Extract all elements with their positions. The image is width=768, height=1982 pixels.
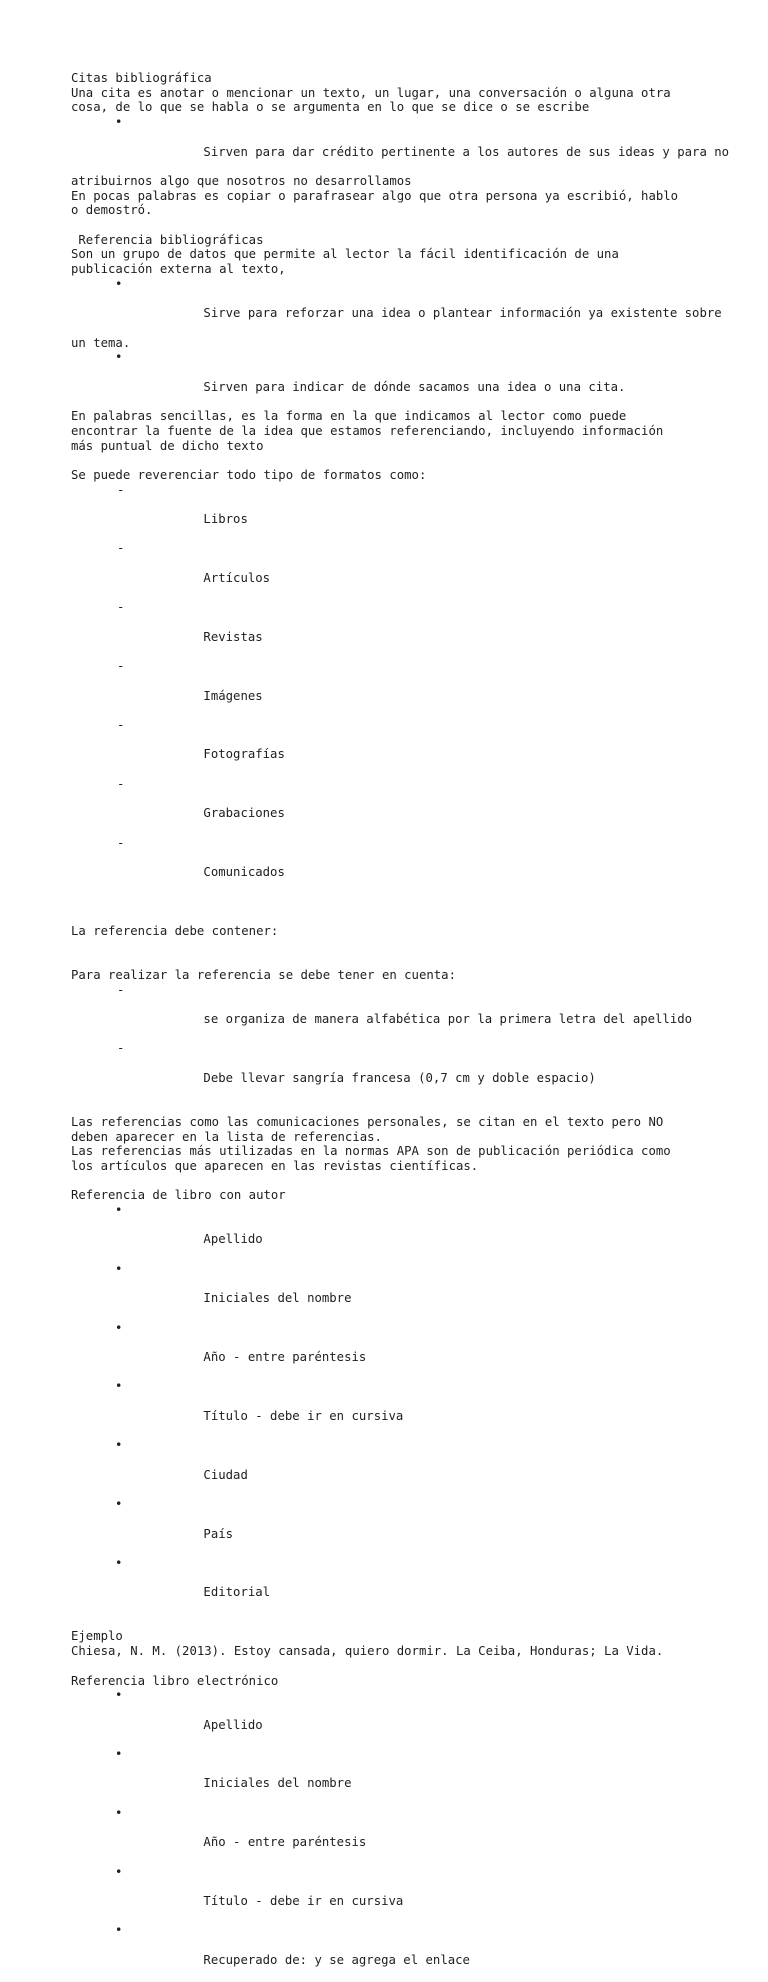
section-title-citas: Citas bibliográfica <box>71 71 212 85</box>
paragraph-line: publicación externa al texto, <box>71 262 286 277</box>
bullet-text: Sirven para dar crédito pertinente a los autores de sus ideas y para no <box>203 144 730 159</box>
section-title-libro-electronico: Referencia libro electrónico <box>71 1673 279 1688</box>
bullet-item <box>71 350 711 409</box>
dash-item <box>71 983 711 1042</box>
paragraph-line: o demostró. <box>71 203 153 218</box>
bullet-marker: • <box>115 1261 123 1276</box>
dash-item-text: Imágenes <box>203 688 263 703</box>
dash-item-text: Libros <box>203 512 248 527</box>
dash-marker: - <box>117 482 125 497</box>
dash-item <box>71 777 711 836</box>
bullet-text: Recuperado de: y se agrega el enlace <box>203 1952 470 1967</box>
bullet-text: Ciudad <box>203 1467 248 1482</box>
cuenta-intro: Para realizar la referencia se debe tener en cuenta: <box>71 967 456 982</box>
dash-item-text: Debe llevar sangría francesa (0,7 cm y doble espacio) <box>203 1070 596 1085</box>
section-title-ejemplo: Ejemplo <box>71 1629 123 1644</box>
paragraph-line: Las referencias como las comunicaciones personales, se citan en el texto pero NO <box>71 1114 664 1129</box>
bullet-item <box>71 1865 711 1924</box>
bullet-marker: • <box>115 276 123 291</box>
bullet-text: Año - entre paréntesis <box>203 1835 367 1850</box>
paragraph-line: Las referencias más utilizadas en la normas APA son de publicación periódica como <box>71 1144 671 1159</box>
section-title-libro-autor: Referencia de libro con autor <box>71 1188 286 1203</box>
paragraph-line: atribuirnos algo que nosotros no desarrollamos <box>71 173 412 188</box>
bullet-item <box>71 1438 711 1497</box>
bullet-marker: • <box>115 1203 123 1218</box>
bullet-text: País <box>203 1526 234 1541</box>
dash-marker: - <box>117 1041 125 1056</box>
paragraph-line: En palabras sencillas, es la forma en la que indicamos al lector como puede <box>71 409 627 424</box>
bullet-item <box>71 1497 711 1556</box>
bullet-item <box>71 115 730 174</box>
bullet-item <box>71 276 722 336</box>
section-title-referencia: Referencia bibliográficas <box>71 232 264 247</box>
bullet-marker: • <box>115 350 123 365</box>
bullet-marker: • <box>115 1555 123 1570</box>
bullet-item <box>71 1321 711 1380</box>
paragraph-line: Son un grupo de datos que permite al lector la fácil identificación de una <box>71 247 619 262</box>
dash-item <box>71 483 711 542</box>
dash-item <box>71 659 711 718</box>
bullet-text: Título - debe ir en cursiva <box>203 1894 404 1909</box>
bullet-text: Sirven para indicar de dónde sacamos una idea o una cita. <box>203 379 626 394</box>
dash-item <box>71 718 711 777</box>
formatos-intro: Se puede reverenciar todo tipo de formatos como: <box>71 467 427 482</box>
paragraph-line: cosa, de lo que se habla o se argumenta en lo que se dice o se escribe <box>71 100 590 115</box>
document-body <box>71 71 730 1982</box>
paragraph-line: encontrar la fuente de la idea que estamos referenciando, incluyendo información <box>71 423 664 438</box>
dash-marker: - <box>117 776 125 791</box>
bullet-text: Año - entre paréntesis <box>203 1350 367 1365</box>
bullet-text: Apellido <box>203 1717 263 1732</box>
bullet-item <box>71 1688 711 1747</box>
dash-marker: - <box>117 541 125 556</box>
bullet-marker: • <box>115 1497 123 1512</box>
bullet-marker: • <box>115 1805 123 1820</box>
paragraph-line: los artículos que aparecen en las revistas científicas. <box>71 1158 479 1173</box>
dash-item <box>71 1041 711 1100</box>
bullet-marker: • <box>115 1747 123 1762</box>
bullet-item <box>71 1556 711 1615</box>
bullet-marker: • <box>115 1688 123 1703</box>
bullet-marker: • <box>115 1438 123 1453</box>
bullet-marker: • <box>115 1320 123 1335</box>
bullet-marker: • <box>115 1379 123 1394</box>
dash-item <box>71 836 711 895</box>
bullet-item <box>71 1747 711 1806</box>
bullet-marker: • <box>115 1923 123 1938</box>
bullet-text: Editorial <box>203 1585 271 1600</box>
dash-item-text: Artículos <box>203 570 271 585</box>
dash-marker: - <box>117 600 125 615</box>
dash-item-text: Fotografías <box>203 747 285 762</box>
dash-item <box>71 600 711 659</box>
bullet-text: Iniciales del nombre <box>203 1776 352 1791</box>
bullet-item <box>71 1379 711 1438</box>
paragraph-line: deben aparecer en la lista de referencias. <box>71 1129 382 1144</box>
bullet-item <box>71 1203 711 1262</box>
bullet-text: Apellido <box>203 1232 263 1247</box>
example-reference: Chiesa, N. M. (2013). Estoy cansada, quiero dormir. La Ceiba, Honduras; La Vida. <box>71 1644 664 1659</box>
bullet-text: Sirve para reforzar una idea o plantear información ya existente sobre <box>203 306 722 321</box>
dash-item-text: Revistas <box>203 629 263 644</box>
dash-marker: - <box>117 835 125 850</box>
dash-marker: - <box>117 659 125 674</box>
contener-line: La referencia debe contener: <box>71 923 279 938</box>
bullet-marker: • <box>115 115 123 130</box>
dash-item-text: se organiza de manera alfabética por la primera letra del apellido <box>203 1011 693 1026</box>
bullet-marker: • <box>115 1864 123 1879</box>
dash-item <box>71 541 711 600</box>
dash-item-text: Comunicados <box>203 864 285 879</box>
paragraph-line: En pocas palabras es copiar o parafrasear algo que otra persona ya escribió, hablo <box>71 188 679 203</box>
bullet-text: Iniciales del nombre <box>203 1291 352 1306</box>
dash-item-text: Grabaciones <box>203 806 285 821</box>
dash-marker: - <box>117 717 125 732</box>
bullet-item <box>71 1262 711 1321</box>
paragraph-line: un tema. <box>71 335 131 350</box>
bullet-item <box>71 1806 711 1865</box>
bullet-item <box>71 1923 711 1982</box>
dash-marker: - <box>117 982 125 997</box>
paragraph-line: más puntual de dicho texto <box>71 438 264 453</box>
bullet-text: Título - debe ir en cursiva <box>203 1408 404 1423</box>
paragraph-line: Una cita es anotar o mencionar un texto, un lugar, una conversación o alguna otra <box>71 85 671 100</box>
